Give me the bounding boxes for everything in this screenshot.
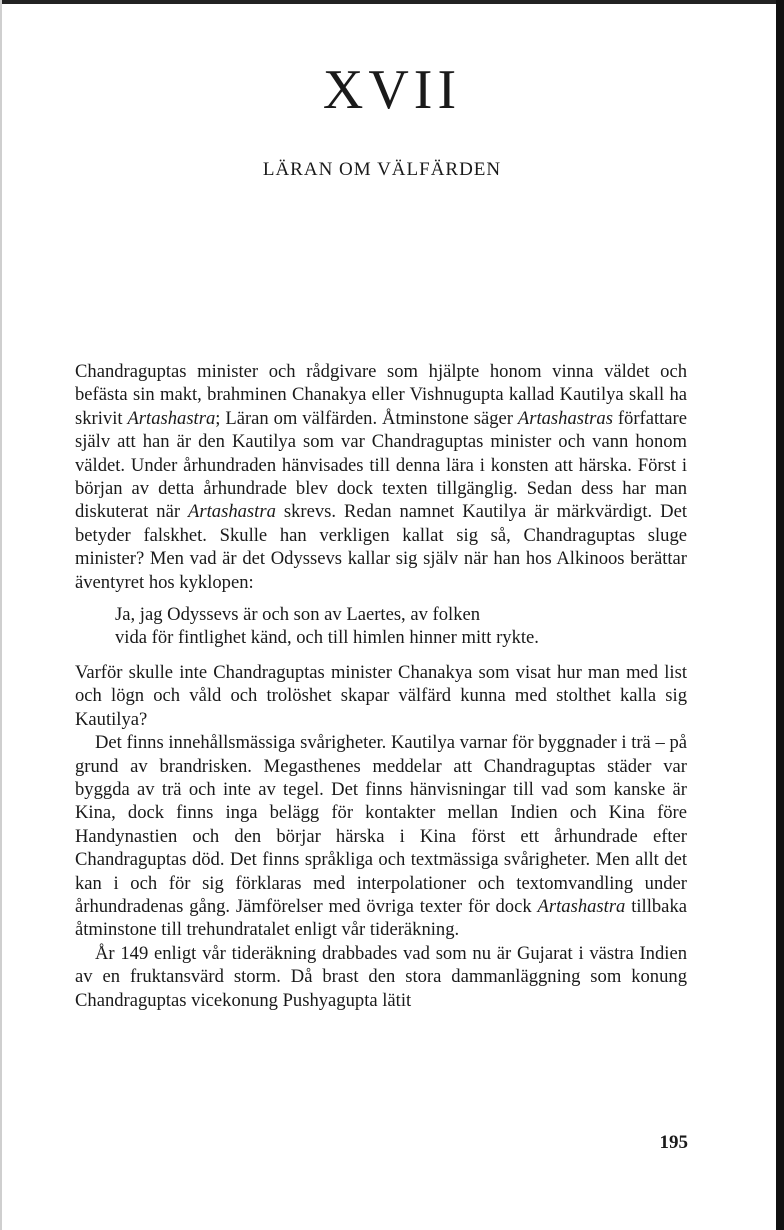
scan-left-edge xyxy=(0,0,2,1230)
verse-quote xyxy=(75,603,687,650)
body-text xyxy=(75,360,687,1012)
book-title-ref: Artashastras xyxy=(517,407,613,429)
paragraph-1: Chandraguptas minister och rådgivare som hjälpte honom vinna väldet och befästa sin makt, brahminen Chanakya eller Vishnugupta kallad Kautilya skall ha skrivit Artashastra; Läran om välfärden. Åtminstone säger Artashastras författare själv att han är den Kautilya som var Chandraguptas minister och vann honom väldet. Under århundraden hänvisades till denna lära i konsten att härska. Först i början av detta århundrade blev dock texten tillgänglig. Sedan dess har man diskuterat när Artashastra skrevs. Redan namnet Kautilya är märkvärdigt. Det betyder falskhet. Skulle han verkligen kallat sig så, Chandraguptas sluge minister? Men vad är det Odyssevs kallar sig själv när han hos Alkinoos berättar äventyret hos kyklopen: xyxy=(75,361,688,593)
book-title-ref: Artashastra xyxy=(188,501,276,523)
verse-line-2: vida för fintlighet känd, och till himlen hinner mitt rykte. xyxy=(115,627,539,649)
chapter-number: XVII xyxy=(322,59,462,121)
scan-right-edge xyxy=(776,0,784,1230)
chapter-title: LÄRAN OM VÄLFÄRDEN xyxy=(262,159,502,180)
paragraph-4: År 149 enligt vår tideräkning drabbades vad som nu är Gujarat i västra Indien av en fruktansvärd storm. Då brast den stora dammanläggning som konung Chandraguptas vicekonung Pushyagupta lätit xyxy=(75,942,687,1011)
scan-top-edge xyxy=(0,0,784,4)
page-number: 195 xyxy=(659,1132,688,1153)
paragraph-3: Det finns innehållsmässiga svårigheter. Kautilya varnar för byggnader i trä – på grund av brandrisken. Megasthenes meddelar att Chandraguptas städer var byggda av trä och inte av tegel. Det finns hänvisningar till vad som kanske är Kina, dock finns inga belägg för kontakter mellan Indien och Kina före Handynastien och den börjar härska i Kina först ett århundrade efter Chandraguptas död. Det finns språkliga och textmässiga svårigheter. Men allt det kan i och för sig förklaras med interpolationer och textomvandling under århundradenas gång. Jämförelser med övriga texter för dock Artashastra tillbaka åtminstone till trehundratalet enligt vår tideräkning. xyxy=(75,732,687,941)
book-title-ref: Artashastra xyxy=(127,407,216,429)
book-title-ref: Artashastra xyxy=(537,895,626,917)
verse-line-1: Ja, jag Odyssevs är och son av Laertes, av folken xyxy=(115,604,481,626)
paragraph-2: Varför skulle inte Chandraguptas minister Chanakya som visat hur man med list och lögn och våld och trolöshet skapar välfärd kunna med stolthet kalla sig Kautilya? xyxy=(75,661,687,730)
